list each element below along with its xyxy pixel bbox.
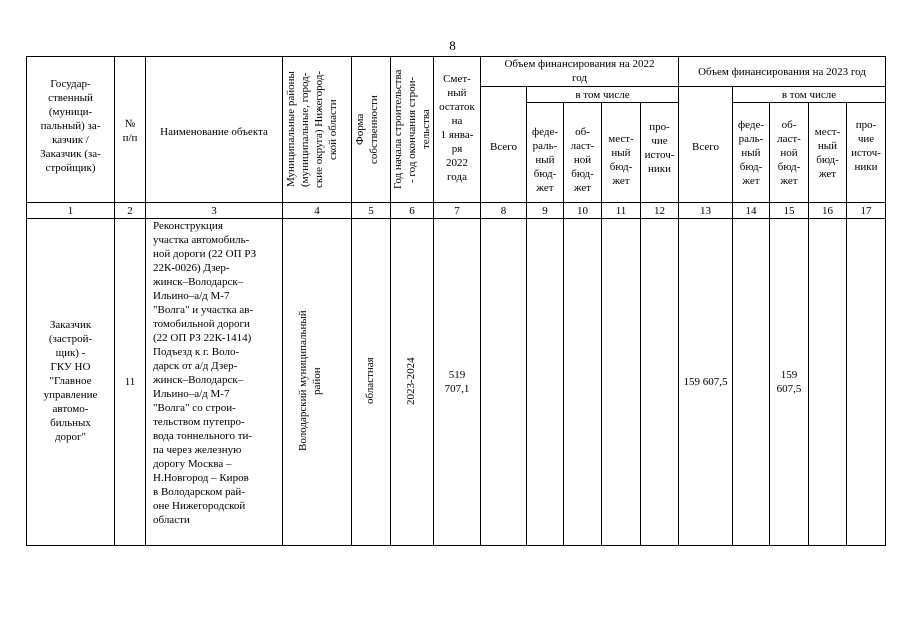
header-customer: Государ- ственный (муници- пальный) за- казчик / Заказчик (за- стройщик) <box>40 78 101 174</box>
column-number: 1 <box>67 205 74 217</box>
column-number: 6 <box>409 205 415 217</box>
header-total-2022: Всего <box>490 141 517 153</box>
page-number: 8 <box>449 38 456 53</box>
header-other-2022: про- чие источ- ники <box>644 121 675 175</box>
header-balance: Смет- ный остаток на 1 янва- ря 2022 года <box>439 73 475 183</box>
column-number: 14 <box>745 205 757 217</box>
header-federal-2023: феде- раль- ный бюд- жет <box>737 119 764 187</box>
column-number: 8 <box>500 205 507 217</box>
column-number: 3 <box>211 205 217 217</box>
header-including-2022: в том числе <box>575 89 630 101</box>
column-number: 7 <box>454 205 460 217</box>
column-number: 16 <box>822 205 833 217</box>
row-object-name: Реконструкция участка автомобиль- ной дороги (22 ОП РЗ 22К-0026) Дзер- жинск–Володарск– Ильино–а/д М-7 "Волга" и участка ав- томобильной дороги (22 ОП РЗ 22К-1414) Подъезд к г. Воло- дарск от а/д Дзер- жинск–Володарск– Ильино–а/д М-7 "Волга" со строи- тельством путепро- вода тоннельного ти- па через железную дорогу Москва – Н.Новгород – Киров в Володарском рай- оне Нижегородской области <box>153 220 257 526</box>
row-balance: 519 707,1 <box>444 369 470 395</box>
column-number: 9 <box>542 205 548 217</box>
header-years: Год начала строительства - год окончания строи- тельства <box>392 69 432 190</box>
header-districts: Муниципальные районы (муниципальные, город- ские округа) Нижегород- ской области <box>285 70 339 189</box>
row-years: 2023-2024 <box>405 357 417 405</box>
header-ownership: Форма собственности <box>354 95 380 164</box>
row-ownership: областная <box>364 357 376 405</box>
header-including-2023: в том числе <box>781 89 837 101</box>
column-number: 10 <box>577 205 588 217</box>
column-number: 4 <box>314 205 320 217</box>
header-local-2023: мест- ный бюд- жет <box>814 126 841 180</box>
header-regional-2022: об- ласт- ной бюд- жет <box>570 126 595 194</box>
header-federal-2022: феде- раль- ный бюд- жет <box>531 126 558 194</box>
header-other-2023: про- чие источ- ники <box>851 119 881 173</box>
header-object-name: Наименование объекта <box>160 126 268 138</box>
header-regional-2023: об- ласт- ной бюд- жет <box>777 119 801 187</box>
header-number: № п/п <box>122 118 138 144</box>
column-number: 5 <box>368 205 374 217</box>
column-number: 13 <box>700 205 711 217</box>
row-district: Володарский муниципальный район <box>297 310 323 452</box>
column-number: 17 <box>860 205 872 217</box>
row-number: 11 <box>124 376 136 388</box>
column-number: 11 <box>615 205 627 217</box>
column-number: 12 <box>654 205 665 217</box>
header-financing-2022: Объем финансирования на 2022 год <box>504 58 655 84</box>
row-customer: Заказчик (застрой- щик) - ГКУ НО "Главное управление автомо- бильных дорог" <box>43 319 98 443</box>
header-total-2023: Всего <box>692 141 719 153</box>
header-local-2022: мест- ный бюд- жет <box>608 133 634 187</box>
header-financing-2023: Объем финансирования на 2023 год <box>698 66 866 78</box>
row-regional-2023: 159 607,5 <box>776 369 802 395</box>
column-number: 15 <box>783 205 795 217</box>
column-number: 2 <box>127 205 133 217</box>
row-total-2023: 159 607,5 <box>683 376 728 388</box>
